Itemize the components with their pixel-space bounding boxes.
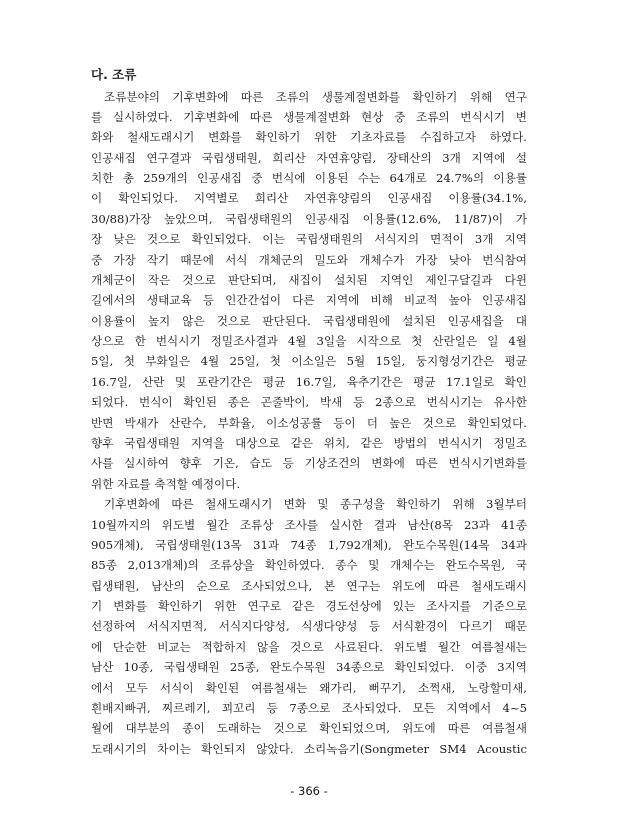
text-line: 905개체), 국립생태원(13목 31과 74종 1,792개체), 완도수목원(14목 34과 [91, 538, 527, 552]
text-line: 위한 자료를 축적할 예정이다. [91, 477, 241, 491]
text-line: 치한 총 259개의 인공새집 중 번식에 이용된 수는 64개로 24.7%의 이용률 [91, 171, 527, 185]
text-line: 기후변화에 따른 철새도래시기 변화 및 종구성을 확인하기 위해 3월부터 [104, 497, 527, 511]
page-number: - 366 - [290, 784, 328, 798]
text-line: 길에서의 생태교육 등 인간간섭이 다른 지역에 비해 비교적 높아 인공새집 [91, 293, 527, 307]
text-line: 5일, 첫 부화일은 4월 25일, 첫 이소일은 5월 15일, 둥지형성기간은 평균 [91, 354, 527, 368]
text-line: 기 변화를 확인하기 위한 연구로 같은 경도선상에 있는 조사지를 기준으로 [91, 599, 527, 613]
text-line: 반면 박새가 산란수, 부화율, 이소성공률 등이 더 높은 것으로 확인되었다. [91, 416, 527, 430]
text-line: 월에 대부분의 종이 도래하는 것으로 확인되었으며, 위도에 따른 여름철새 [91, 721, 527, 735]
text-line: 인공새집 연구결과 국립생태원, 희리산 자연휴양림, 장태산의 3개 지역에 설 [91, 151, 527, 165]
text-line: 중 가장 작기 때문에 서식 개체군의 밀도와 개체수가 가장 낮아 번식참여 [91, 253, 527, 267]
text-line: 장 낮은 것으로 확인되었다. 이는 국립생태원의 서식지의 면적이 3개 지역 [91, 232, 527, 246]
section-heading: 다. 조류 [91, 67, 137, 82]
text-line: 에서 모두 서식이 확인된 여름철새는 왜가리, 뻐꾸기, 소쩍새, 노랑할미새, [91, 681, 527, 695]
text-line: 이용률이 높지 않은 것으로 판단된다. 국립생태원에 설치된 인공새집을 대 [91, 314, 527, 328]
text-line: 화와 철새도래시기 변화를 확인하기 위한 기초자료를 수집하고자 하였다. [91, 130, 527, 144]
text-line: 30/88)가장 높았으며, 국립생태원의 인공새집 이용률(12.6%, 11/87)이 가 [91, 212, 527, 226]
text-line: 향후 국립생태원 지역을 대상으로 같은 위치, 같은 방법의 번식시기 정밀조 [91, 436, 527, 450]
text-line: 도래시기의 차이는 확인되지 않았다. 소리녹음기(Songmeter SM4 Acoustic [91, 742, 527, 756]
text-line: 10월까지의 위도별 월간 조류상 조사를 실시한 결과 남산(8목 23과 41종 [91, 518, 527, 532]
text-line: 되었다. 번식이 확인된 종은 곤줄박이, 박새 등 2종으로 번식시기는 유사한 [91, 395, 527, 409]
text-line: 개체군이 작은 것으로 판단되며, 새집이 설치된 지역인 제인구달길과 다윈 [91, 273, 527, 287]
text-line: 이 확인되었다. 지역별로 희리산 자연휴양림의 인공새집 이용률(34.1%, [91, 191, 527, 205]
text-line: 립생태원, 남산의 순으로 조사되었으나, 본 연구는 위도에 따른 철새도래시 [91, 579, 527, 593]
text-line: 선정하여 서식지면적, 서식지다양성, 식생다양성 등 서식환경이 다르기 때문 [91, 619, 527, 633]
text-line: 에 단순한 비교는 적합하지 않을 것으로 사료된다. 위도별 월간 여름철새는 [91, 640, 527, 654]
text-line: 상으로 한 번식시기 정밀조사결과 4월 3일을 시작으로 첫 산란일은 일 4월 [91, 334, 527, 348]
text-line: 조류분야의 기후변화에 따른 조류의 생물계절변화를 확인하기 위해 연구 [104, 90, 527, 104]
text-line: 흰배지빠귀, 찌르레기, 꾀꼬리 등 7종으로 조사되었다. 모든 지역에서 4~5 [91, 701, 527, 715]
text-line: 를 실시하였다. 기후변화에 따른 생물계절변화 현상 중 조류의 번식시기 변 [91, 110, 527, 124]
text-line: 85종 2,013개체)의 조류상을 확인하였다. 종수 및 개체수는 완도수목원, 국 [91, 558, 527, 572]
text-line: 16.7일, 산란 및 포란기간은 평균 16.7일, 육추기간은 평균 17.1일로 확인 [91, 375, 527, 389]
text-line: 남산 10종, 국립생태원 25종, 완도수목원 34종으로 확인되었다. 이중 3지역 [91, 660, 527, 674]
text-line: 사를 실시하여 향후 기온, 습도 등 기상조건의 변화에 따른 번식시기변화를 [91, 456, 527, 470]
